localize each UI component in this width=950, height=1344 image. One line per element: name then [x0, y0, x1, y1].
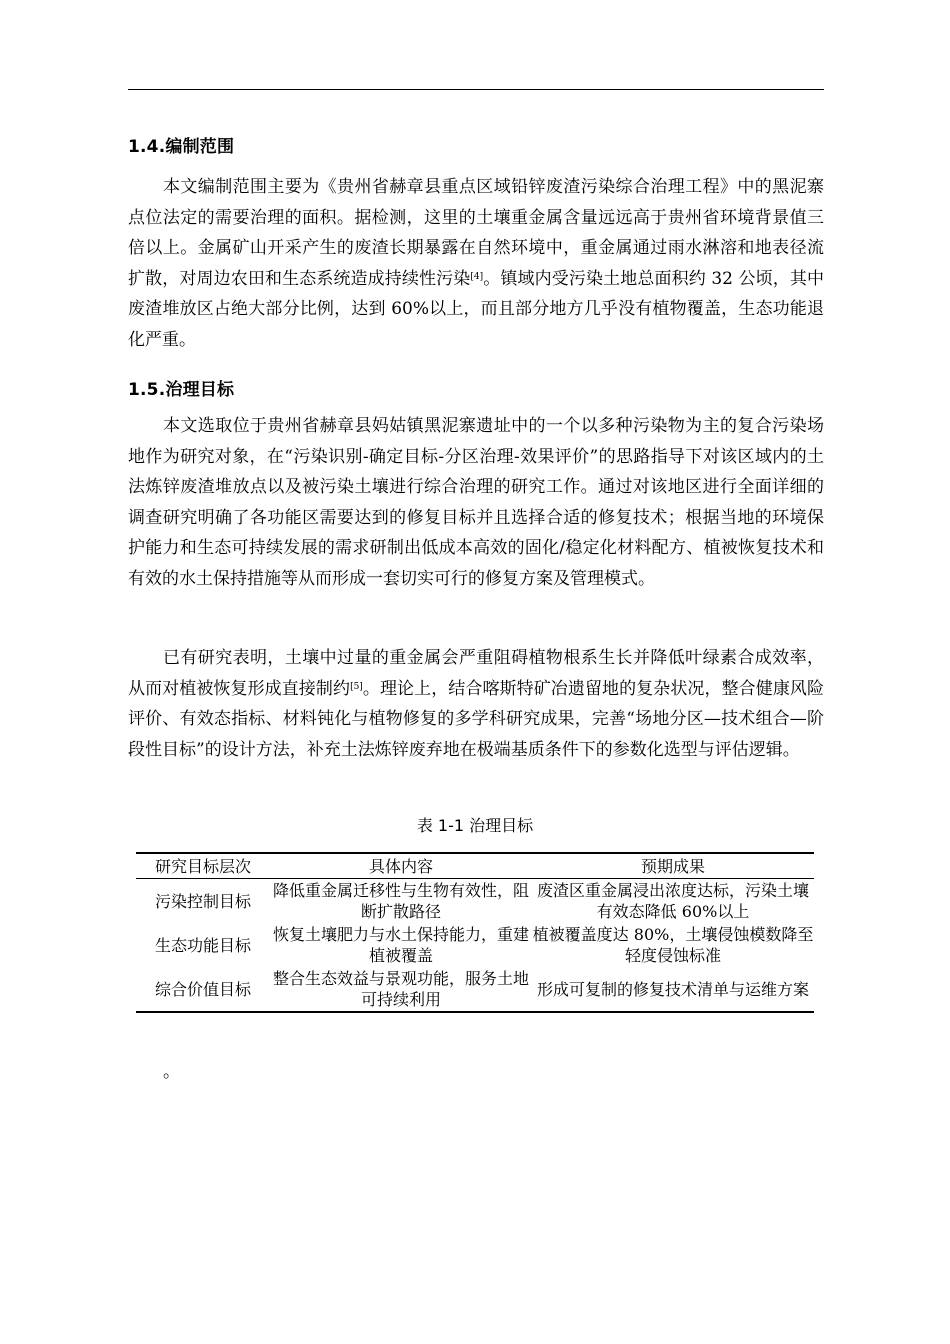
- paragraph-theory-text-b: 。理论上，结合喀斯特矿冶遗留地的复杂状况，整合健康风险评价、有效态指标、材料钝化与植物修复的多学科研究成果，完善“场地分区—技术组合—阶段性目标”的设计方法，补充土法炼锌废弃地在极端基质条件下的参数化选型与评估逻辑。: [128, 678, 825, 760]
- table-cell: 降低重金属迁移性与生物有效性，阻断扩散路径: [272, 881, 529, 921]
- table-cell: 形成可复制的修复技术清单与运维方案: [532, 967, 814, 1012]
- header-rule: [128, 89, 824, 90]
- section-heading-1-5: 1.5.治理目标: [128, 380, 235, 400]
- paragraph-scope-text-b: 。镇域内受污染土地总面积约 32 公顷，其中废渣堆放区占绝大部分比例，达到 60%以上，而且部分地方几乎没有植物覆盖，生态功能退化严重。: [128, 268, 824, 350]
- table-cell: 植被覆盖度达 80%，土壤侵蚀模数降至轻度侵蚀标准: [532, 925, 814, 965]
- citation-ref-4[interactable]: [4]: [470, 271, 484, 282]
- table-header-cell: 研究目标层次: [136, 853, 270, 879]
- table-caption: 表 1-1 治理目标: [416, 816, 534, 835]
- end-mark: 。: [163, 1062, 180, 1082]
- section-heading-1-4: 1.4.编制范围: [128, 137, 235, 157]
- paragraph-theory-text-a: 已有研究表明，土壤中过量的重金属会严重阻碍植物根系生长并降低叶绿素合成效率，从而对植被恢复形成直接制约: [128, 648, 824, 699]
- table-header-cell: 具体内容: [270, 853, 532, 879]
- table-cell: 恢复土壤肥力与水土保持能力，重建植被覆盖: [272, 925, 529, 965]
- table-row: [136, 967, 814, 1012]
- table-cell: 整合生态效益与景观功能，服务土地可持续利用: [270, 967, 532, 1012]
- paragraph-goals-theory: [128, 643, 824, 765]
- table-row: [136, 923, 814, 967]
- table-cell: 综合价值目标: [136, 967, 270, 1012]
- table-cell: 废渣区重金属浸出浓度达标，污染土壤有效态降低 60%以上: [536, 881, 809, 921]
- paragraph-scope: [128, 172, 824, 355]
- table-header-row: [136, 853, 814, 879]
- paragraph-goals-intro: 本文选取位于贵州省赫章县妈姑镇黑泥寨遗址中的一个以多种污染物为主的复合污染场地作为研究对象，在“污染识别-确定目标-分区治理-效果评价”的思路指导下对该区域内的土法炼锌废渣堆放点以及被污染土壤进行综合治理的研究工作。通过对该地区进行全面详细的调查研究明确了各功能区需要达到的修复目标并且选择合适的修复技术；根据当地的环境保护能力和生态可持续发展的需求研制出低成本高效的固化/稳定化材料配方、植被恢复技术和有效的水土保持措施等从而形成一套切实可行的修复方案及管理模式。: [128, 416, 824, 589]
- goals-table: [136, 852, 814, 1013]
- table-cell: 生态功能目标: [154, 935, 251, 955]
- paragraph-scope-text-a: 本文编制范围主要为《贵州省赫章县重点区域铅锌废渣污染综合治理工程》中的黑泥寨点位法定的需要治理的面积。据检测，这里的土壤重金属含量远远高于贵州省环境背景值三倍以上。金属矿山开采产生的废渣长期暴露在自然环境中，重金属通过雨水淋溶和地表径流扩散，对周边农田和生态系统造成持续性污染: [128, 177, 824, 289]
- table-header-cell: 预期成果: [532, 853, 814, 879]
- table-cell: 污染控制目标: [154, 891, 251, 911]
- table-row: [136, 879, 814, 924]
- citation-ref-5[interactable]: [5]: [350, 681, 363, 692]
